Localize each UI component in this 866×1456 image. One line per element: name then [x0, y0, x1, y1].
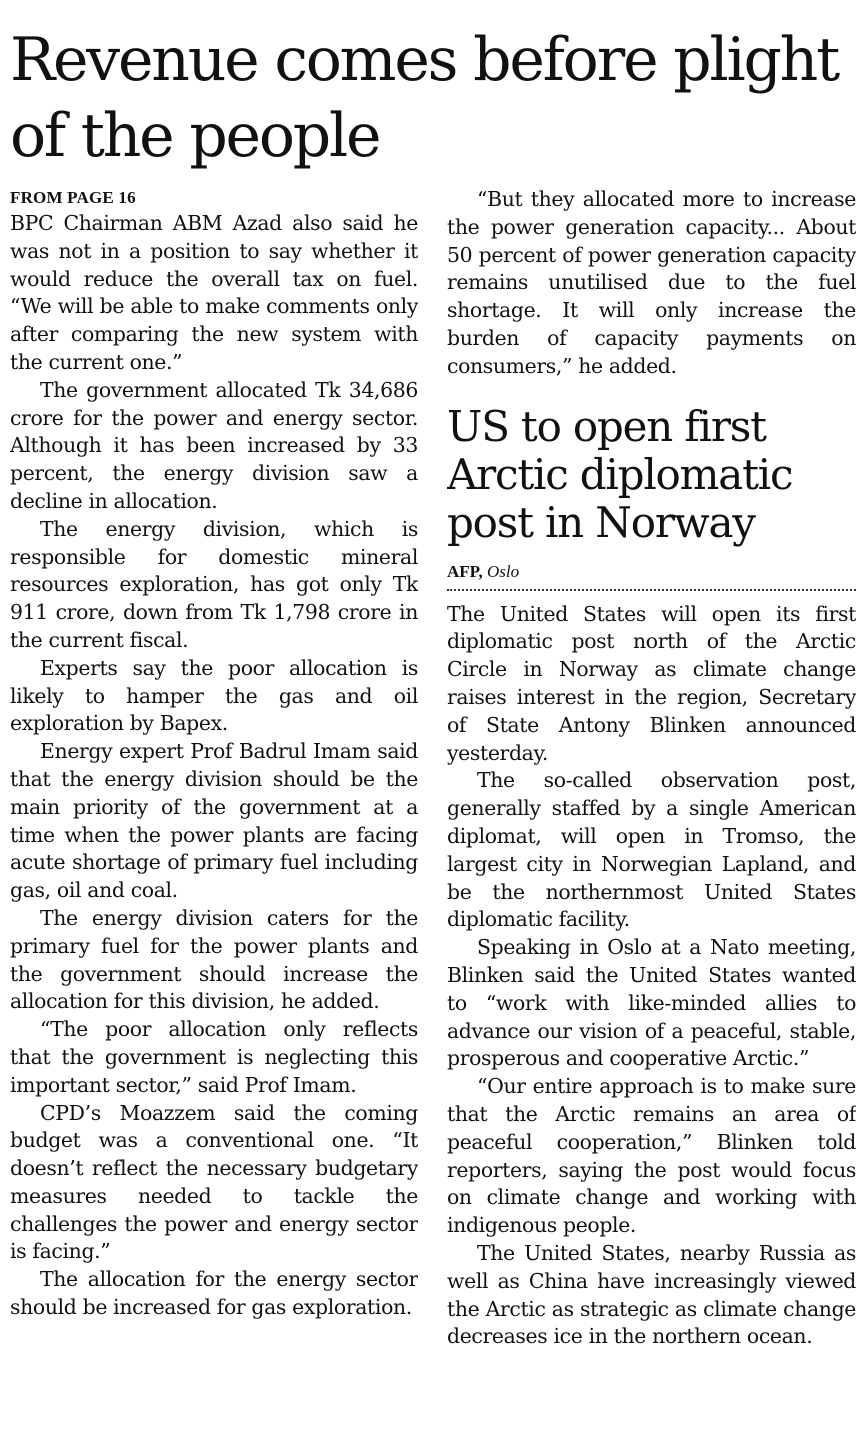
dotted-divider — [447, 589, 856, 591]
main-story-body — [10, 210, 418, 1322]
paragraph: The so-called observation post, generally staffed by a single American diplomat, will open in Tromso, the largest city in Norwegian Lapland, and be the northernmost United States diplomatic facility. — [447, 768, 856, 932]
paragraph: The energy division caters for the primary fuel for the power plants and the government should increase the allocation for this division, he added. — [10, 905, 418, 1014]
continuation-kicker: FROM PAGE 16 — [10, 188, 136, 207]
paragraph: “The poor allocation only reflects that the government is neglecting this important sector,” said Prof Imam. — [10, 1017, 418, 1097]
paragraph: The United States will open its first diplomatic post north of the Arctic Circle in Norway as climate change raises interest in the region, Secretary of State Antony Blinken announced yesterday. — [447, 601, 856, 765]
second-story-body — [447, 601, 856, 1352]
paragraph: The energy division, which is responsible for domestic mineral resources exploration, has got only Tk 911 crore, down from Tk 1,798 crore in the current fiscal. — [10, 516, 418, 652]
byline-place: Oslo — [487, 561, 520, 581]
main-headline: Revenue comes before plight of the people — [10, 25, 839, 171]
main-story-continued — [447, 186, 856, 381]
byline — [447, 561, 856, 583]
paragraph: BPC Chairman ABM Azad also said he was not in a position to say whether it would reduce the overall tax on fuel. “We will be able to make comments only after comparing the new system with the current one.” — [10, 211, 418, 374]
paragraph: “Our entire approach is to make sure that the Arctic remains an area of peaceful cooperation,” Blinken told reporters, saying the post would focus on climate change and working with indigenous people. — [447, 1074, 856, 1238]
paragraph: The allocation for the energy sector should be increased for gas exploration. — [10, 1267, 418, 1320]
paragraph: “But they allocated more to increase the power generation capacity... About 50 percent of power generation capacity remains unutilised due to the fuel shortage. It will only increase the burden of capacity payments on consumers,” he added. — [447, 187, 856, 378]
right-column — [447, 186, 856, 1448]
paragraph: The United States, nearby Russia as well as China have increasingly viewed the Arctic as strategic as climate change decreases ice in the northern ocean. — [447, 1240, 856, 1349]
paragraph: Energy expert Prof Badrul Imam said that the energy division should be the main priority of the government at a time when the power plants are facing acute shortage of primary fuel including gas, oil and coal. — [10, 739, 418, 903]
left-column — [10, 186, 418, 1448]
paragraph: The government allocated Tk 34,686 crore for the power and energy sector. Although it has been increased by 33 percent, the energy division saw a decline in allocation. — [10, 377, 418, 513]
paragraph: Speaking in Oslo at a Nato meeting, Blinken said the United States wanted to “work with like-minded allies to advance our vision of a peaceful, stable, prosperous and cooperative Arctic.” — [447, 935, 856, 1071]
second-story-headline: US to open first Arctic diplomatic post in Norway — [447, 401, 793, 547]
byline-agency: AFP, — [447, 561, 483, 581]
paragraph: CPD’s Moazzem said the coming budget was a conventional one. “It doesn’t reflect the necessary budgetary measures needed to tackle the challenges the power and energy sector is facing.” — [10, 1100, 418, 1264]
paragraph: Experts say the poor allocation is likely to hamper the gas and oil exploration by Bapex. — [10, 655, 418, 736]
